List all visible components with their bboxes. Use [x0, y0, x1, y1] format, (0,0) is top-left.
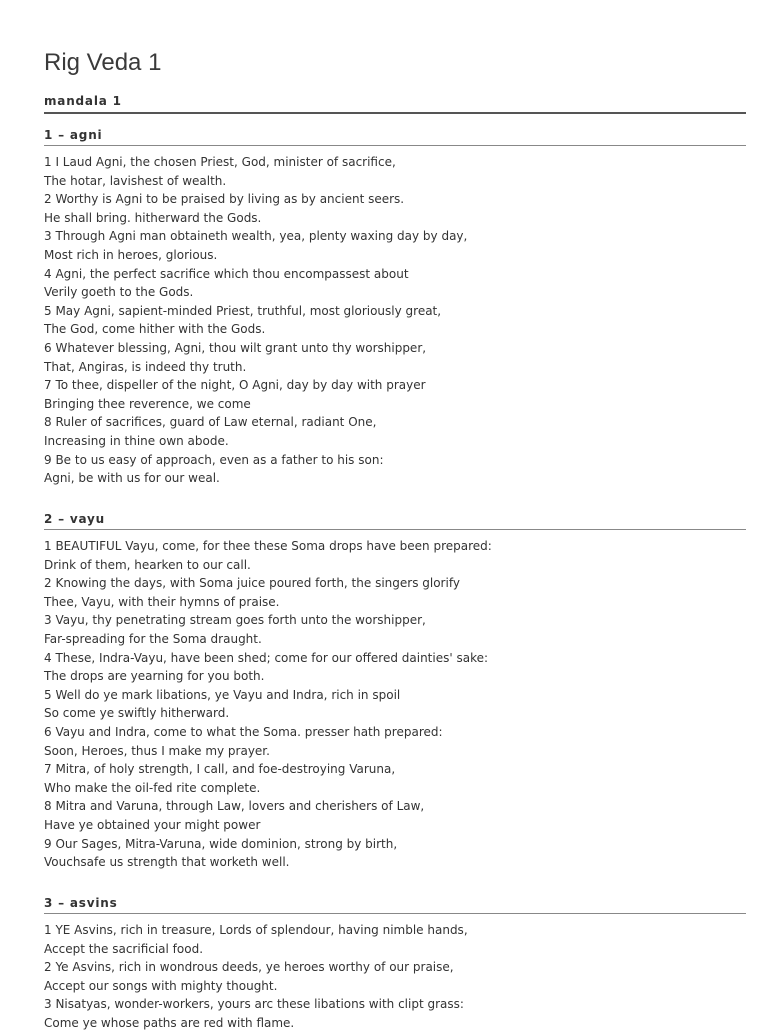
hymn-heading-label: 2 – vayu	[44, 512, 106, 526]
hymn-verses	[44, 537, 746, 872]
verse-line: 1 YE Asvins, rich in treasure, Lords of splendour, having nimble hands,	[44, 923, 468, 937]
verse-line: Come ye whose paths are red with flame.	[44, 1015, 295, 1030]
verse-line: 1 I Laud Agni, the chosen Priest, God, minister of sacrifice,	[44, 155, 396, 169]
verse-line: 6 Vayu and Indra, come to what the Soma. presser hath prepared:	[44, 724, 443, 739]
hymn-heading-label: 1 – agni	[44, 128, 103, 142]
hymn-verses	[44, 153, 746, 488]
verse-line: 6 Whatever blessing, Agni, thou wilt grant unto thy worshipper,	[44, 340, 427, 355]
hymn-section-1	[44, 124, 746, 488]
verse-line: Most rich in heroes, glorious.	[44, 247, 218, 262]
verse-line: 9 Our Sages, Mitra-Varuna, wide dominion, strong by birth,	[44, 836, 398, 851]
verse-line: 2 Worthy is Agni to be praised by living as by ancient seers.	[44, 192, 405, 207]
verse-line: 5 Well do ye mark libations, ye Vayu and Indra, rich in spoil	[44, 687, 401, 702]
verse-line: Increasing in thine own abode.	[44, 433, 229, 448]
verse-line: 7 To thee, dispeller of the night, O Agni, day by day with prayer	[44, 378, 426, 393]
verse-line: Vouchsafe us strength that worketh well.	[44, 855, 290, 870]
verse-line: That, Angiras, is indeed thy truth.	[44, 359, 247, 374]
verse-line: 3 Nisatyas, wonder-workers, yours arc these libations with clipt grass:	[44, 997, 464, 1012]
verse-line: 8 Ruler of sacrifices, guard of Law eternal, radiant One,	[44, 415, 377, 430]
verse-line: The drops are yearning for you both.	[44, 669, 265, 684]
verse-line: 3 Vayu, thy penetrating stream goes forth unto the worshipper,	[44, 613, 426, 628]
verse-line: Drink of them, hearken to our call.	[44, 557, 251, 572]
verse-line: Agni, be with us for our weal.	[44, 471, 220, 486]
verse-line: 8 Mitra and Varuna, through Law, lovers and cherishers of Law,	[44, 799, 425, 814]
hymn-verses	[44, 921, 746, 1033]
mandala-heading-label: mandala 1	[44, 94, 122, 108]
verse-line: So come ye swiftly hitherward.	[44, 706, 230, 721]
verse-line: 2 Knowing the days, with Soma juice poured forth, the singers glorify	[44, 576, 460, 591]
verse-line: The hotar, lavishest of wealth.	[44, 173, 227, 188]
verse-line: 4 These, Indra-Vayu, have been shed; come for our offered dainties' sake:	[44, 650, 489, 665]
hymn-heading	[44, 124, 746, 146]
verse-line: 2 Ye Asvins, rich in wondrous deeds, ye heroes worthy of our praise,	[44, 960, 454, 975]
verse-line: Accept our songs with mighty thought.	[44, 978, 278, 993]
verse-line: Far-spreading for the Soma draught.	[44, 631, 262, 646]
verse-line: 7 Mitra, of holy strength, I call, and foe-destroying Varuna,	[44, 762, 396, 777]
hymn-heading	[44, 508, 746, 530]
verse-line: He shall bring. hitherward the Gods.	[44, 210, 262, 225]
verse-line: Bringing thee reverence, we come	[44, 396, 251, 411]
hymn-section-2	[44, 508, 746, 872]
verse-line: 4 Agni, the perfect sacrifice which thou encompassest about	[44, 266, 409, 281]
hymn-heading-label: 3 – asvins	[44, 896, 118, 910]
verse-line: The God, come hither with the Gods.	[44, 322, 266, 337]
mandala-heading	[44, 90, 746, 114]
verse-line: 5 May Agni, sapient-minded Priest, truthful, most gloriously great,	[44, 303, 442, 318]
verse-line: Accept the sacrificial food.	[44, 941, 204, 956]
verse-line: Soon, Heroes, thus I make my prayer.	[44, 743, 270, 758]
verse-line: Thee, Vayu, with their hymns of praise.	[44, 594, 280, 609]
verse-line: Who make the oil-fed rite complete.	[44, 780, 261, 795]
document-title: Rig Veda 1	[44, 49, 162, 76]
hymn-section-3	[44, 892, 746, 1033]
verse-line: 9 Be to us easy of approach, even as a father to his son:	[44, 452, 384, 467]
hymn-heading	[44, 892, 746, 914]
verse-line: Verily goeth to the Gods.	[44, 285, 194, 300]
verse-line: Have ye obtained your might power	[44, 817, 261, 832]
verse-line: 3 Through Agni man obtaineth wealth, yea, plenty waxing day by day,	[44, 229, 468, 244]
verse-line: 1 BEAUTIFUL Vayu, come, for thee these Soma drops have been prepared:	[44, 539, 492, 553]
